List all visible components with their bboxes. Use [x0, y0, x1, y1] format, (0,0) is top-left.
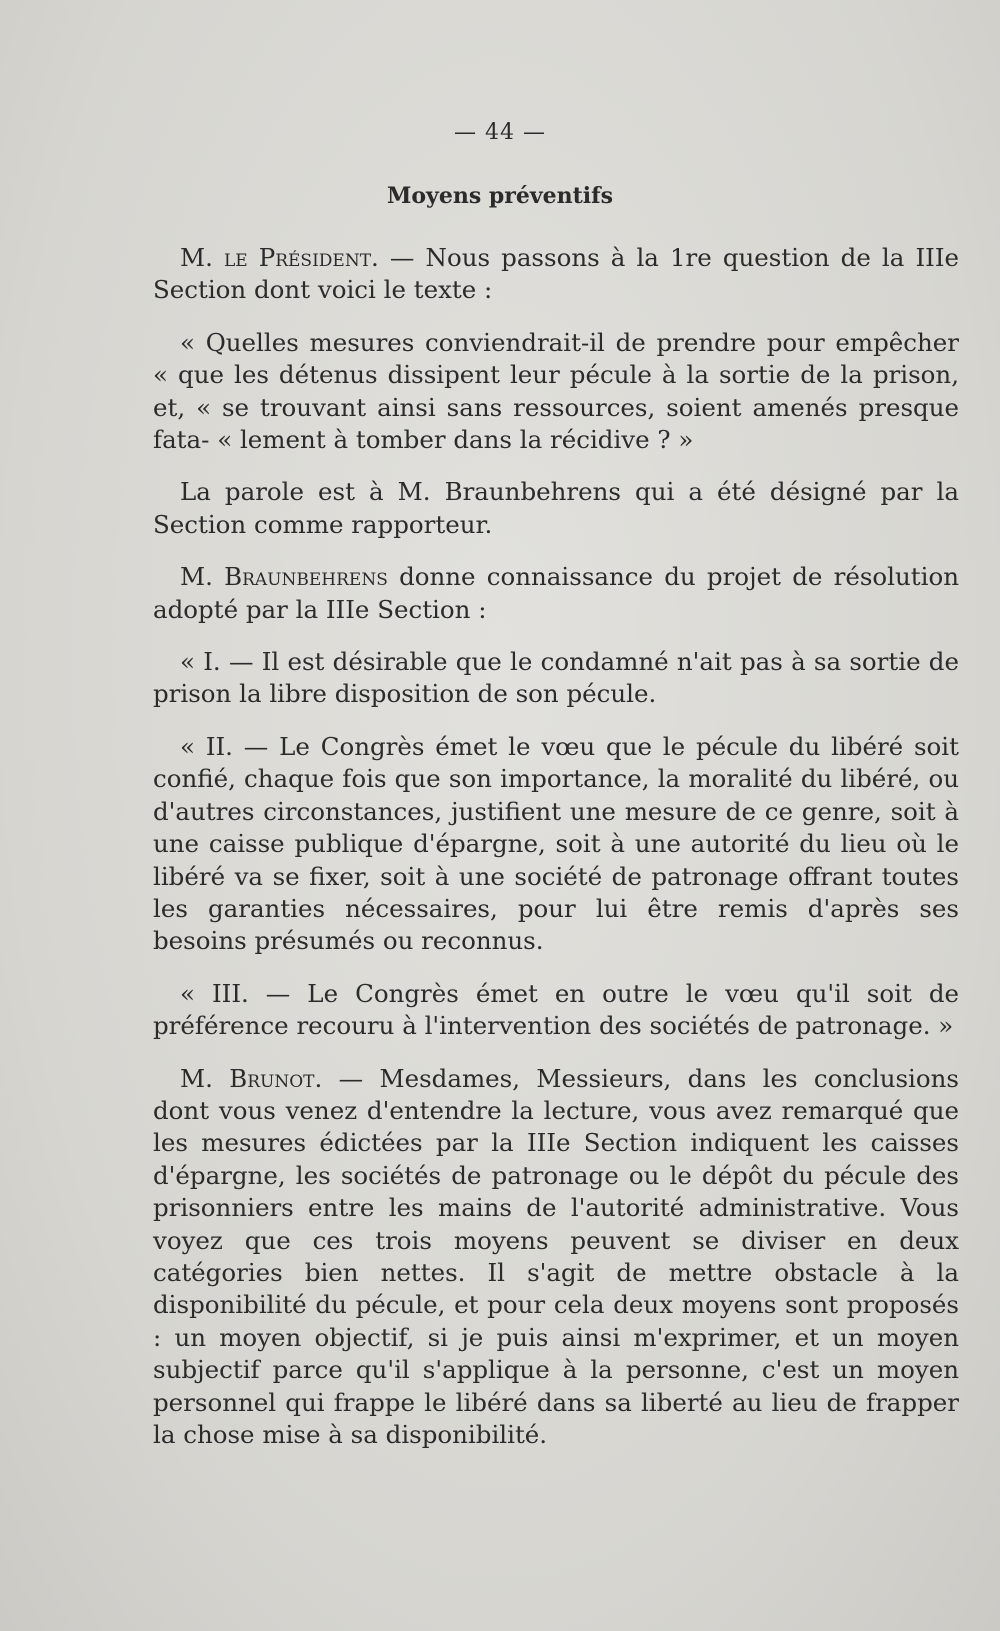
resolution-item: [153, 731, 959, 958]
paragraph: [153, 242, 959, 307]
paragraph: [153, 1063, 959, 1452]
paragraph-text: — Mesdames, Messieurs, dans les conclusions dont vous venez d'entendre la lecture, vous avez remarqué que les mesures édictées par la IIIe Section indiquent les caisses d'épargne, les sociétés de patronage ou le dépôt du pécule des prisonniers entre les mains de l'autorité administrative. Vous voyez que ces trois moyens peuvent se diviser en deux catégories bien nettes. Il s'agit de mettre obstacle à la disponibilité du pécule, et pour cela deux moyens sont proposés : un moyen objectif, si je puis ainsi m'exprimer, et un moyen subjectif parce qu'il s'applique à la personne, c'est un moyen personnel qui frappe le libéré dans sa liberté au lieu de frapper la chose mise à sa disponibilité.: [153, 1063, 959, 1449]
speaker-name: M. Brunot.: [180, 1063, 323, 1093]
paragraph-text: « III. — Le Congrès émet en outre le vœu qu'il soit de préférence recouru à l'intervention des sociétés de patronage. »: [153, 978, 959, 1041]
speaker-name: M. le Président.: [180, 243, 379, 272]
speaker-name: M. Braunbehrens: [180, 562, 388, 592]
paragraph-text: « Quelles mesures conviendrait-il de prendre pour empêcher « que les détenus dissipent leur pécule à la sortie de la prison, et, « se trouvant ainsi sans ressources, soient amenés presque fata- « lement à tomber dans la récidive ? »: [153, 327, 959, 455]
quoted-question: [153, 327, 959, 457]
paragraph-text: — Nous passons à la 1re question de la IIIe Section dont voici le texte :: [153, 243, 959, 305]
body-text: [153, 242, 959, 1471]
page-number: — 44 —: [454, 120, 546, 145]
section-heading: Moyens préventifs: [387, 183, 613, 209]
paragraph-text: La parole est à M. Braunbehrens qui a été désigné par la Section comme rapporteur.: [153, 477, 959, 539]
paragraph: [153, 476, 959, 541]
resolution-item: [153, 978, 959, 1043]
paragraph-text: « II. — Le Congrès émet le vœu que le pécule du libéré soit confié, chaque fois que son importance, la moralité du libéré, ou d'autres circonstances, justifient une mesure de ce genre, soit à une caisse publique d'épargne, soit à une autorité du lieu où le libéré va se fixer, soit à une société de patronage offrant toutes les garanties nécessaires, pour lui être remis d'après ses besoins présumés ou reconnus.: [153, 731, 959, 956]
paragraph-text: donne connaissance du projet de résolution adopté par la IIIe Section :: [153, 562, 959, 624]
paragraph-text: « I. — Il est désirable que le condamné n'ait pas à sa sortie de prison la libre disposition de son pécule.: [153, 647, 959, 709]
resolution-item: [153, 646, 959, 711]
paragraph: [153, 561, 959, 626]
